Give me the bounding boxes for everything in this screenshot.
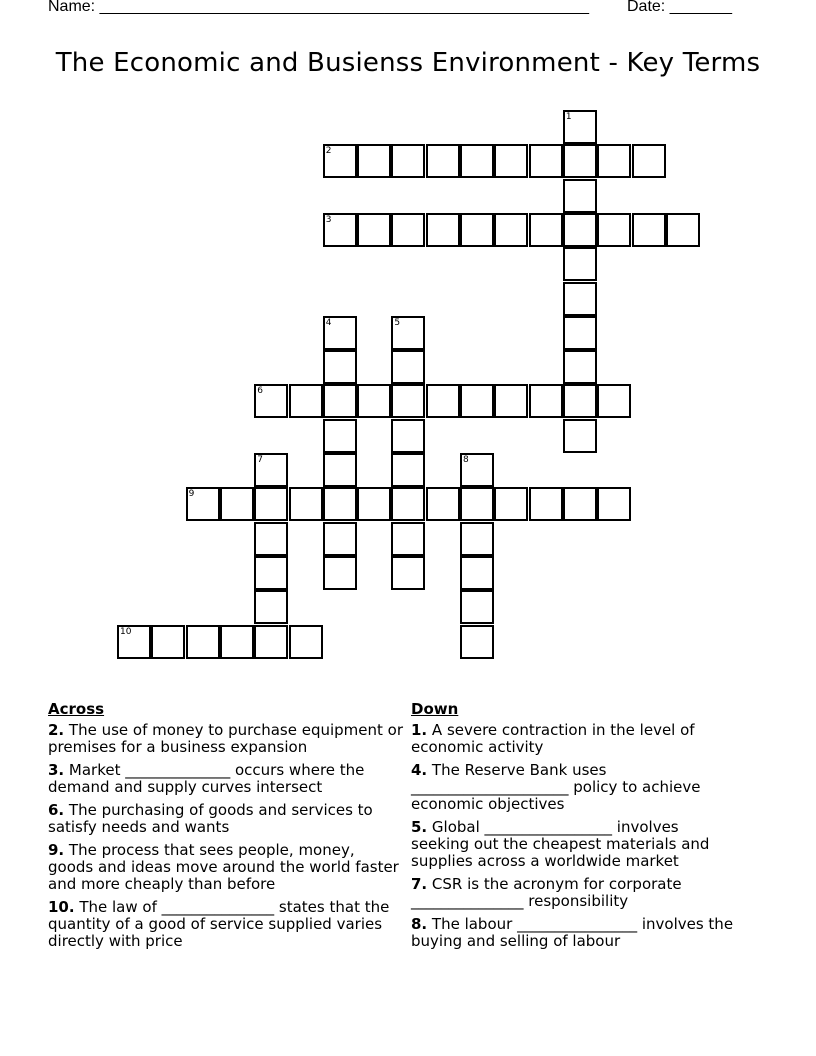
crossword-cell[interactable] [597, 384, 631, 418]
clue-number-label: 3. [48, 761, 65, 779]
crossword-cell[interactable] [426, 384, 460, 418]
clue-number: 5 [394, 317, 401, 328]
clue-number-label: 4. [411, 761, 428, 779]
crossword-cell[interactable] [529, 487, 563, 521]
crossword-cell[interactable] [494, 213, 528, 247]
crossword-cell[interactable] [391, 316, 425, 350]
crossword-cell[interactable] [563, 350, 597, 384]
crossword-cell[interactable] [563, 282, 597, 316]
crossword-cell[interactable] [117, 625, 151, 659]
clue-number: 4 [325, 317, 332, 328]
crossword-cell[interactable] [357, 213, 391, 247]
clue-text: A severe contraction in the level of economic activity [411, 721, 695, 756]
crossword-cell[interactable] [391, 213, 425, 247]
crossword-cell[interactable] [323, 213, 357, 247]
crossword-cell[interactable] [254, 487, 288, 521]
down-clue [411, 916, 741, 950]
crossword-cell[interactable] [460, 144, 494, 178]
down-clue [411, 876, 741, 910]
crossword-cell[interactable] [460, 487, 494, 521]
crossword-cell[interactable] [494, 144, 528, 178]
clue-text: CSR is the acronym for corporate _______________ responsibility [411, 875, 682, 910]
crossword-cell[interactable] [426, 144, 460, 178]
crossword-cell[interactable] [186, 625, 220, 659]
clue-number: 10 [120, 626, 132, 637]
clue-number-label: 9. [48, 841, 65, 859]
crossword-cell[interactable] [357, 384, 391, 418]
crossword-cell[interactable] [460, 213, 494, 247]
clue-number: 2 [325, 146, 332, 157]
crossword-cell[interactable] [426, 487, 460, 521]
crossword-cell[interactable] [563, 487, 597, 521]
across-clue [48, 722, 404, 756]
crossword-cell[interactable] [357, 487, 391, 521]
crossword-cell[interactable] [289, 625, 323, 659]
crossword-cell[interactable] [254, 556, 288, 590]
crossword-cell[interactable] [323, 522, 357, 556]
across-clues [48, 701, 404, 956]
crossword-cell[interactable] [391, 522, 425, 556]
crossword-cell[interactable] [632, 213, 666, 247]
crossword-cell[interactable] [460, 453, 494, 487]
crossword-cell[interactable] [529, 144, 563, 178]
crossword-cell[interactable] [391, 556, 425, 590]
crossword-cell[interactable] [391, 144, 425, 178]
down-heading: Down [411, 700, 459, 718]
crossword-cell[interactable] [254, 590, 288, 624]
crossword-cell[interactable] [391, 419, 425, 453]
crossword-cell[interactable] [494, 384, 528, 418]
clue-text: The labour ________________ involves the buying and selling of labour [411, 915, 734, 950]
clue-number-label: 1. [411, 721, 428, 739]
crossword-cell[interactable] [563, 179, 597, 213]
clue-text: Global _________________ involves seeking out the cheapest materials and supplies across a worldwide market [411, 818, 710, 870]
clue-number: 3 [325, 214, 332, 225]
clue-number: 8 [463, 455, 469, 465]
crossword-cell[interactable] [563, 110, 597, 144]
clue-text: The process that sees people, money, goods and ideas move around the world faster and more cheaply than before [48, 841, 399, 893]
crossword-cell[interactable] [323, 419, 357, 453]
crossword-cell[interactable] [460, 522, 494, 556]
crossword-cell[interactable] [632, 144, 666, 178]
down-clue [411, 762, 741, 813]
crossword-cell[interactable] [289, 487, 323, 521]
crossword-cell[interactable] [597, 144, 631, 178]
crossword-cell[interactable] [563, 316, 597, 350]
clue-number: 9 [188, 489, 195, 500]
across-clue-list [48, 722, 404, 950]
crossword-cell[interactable] [254, 453, 288, 487]
crossword-cell[interactable] [357, 144, 391, 178]
crossword-cell[interactable] [186, 487, 220, 521]
across-clue [48, 802, 404, 836]
clue-number-label: 5. [411, 818, 428, 836]
down-clue-list [411, 722, 741, 950]
crossword-cell[interactable] [289, 384, 323, 418]
clue-number: 6 [257, 386, 263, 397]
crossword-cell[interactable] [460, 590, 494, 624]
down-clue [411, 819, 741, 870]
clue-text: The purchasing of goods and services to satisfy needs and wants [48, 801, 373, 836]
crossword-cell[interactable] [391, 384, 425, 418]
clue-number-label: 8. [411, 915, 428, 933]
down-clues [411, 701, 741, 956]
crossword-cell[interactable] [563, 213, 597, 247]
crossword-cell[interactable] [391, 487, 425, 521]
crossword-cell[interactable] [391, 350, 425, 384]
crossword-cell[interactable] [563, 419, 597, 453]
crossword-cell[interactable] [597, 213, 631, 247]
clue-number-label: 6. [48, 801, 65, 819]
date-field-line: Date: _______ [627, 0, 732, 15]
crossword-cell[interactable] [426, 213, 460, 247]
crossword-cell[interactable] [220, 487, 254, 521]
clue-number: 1 [565, 112, 572, 122]
across-heading: Across [48, 700, 105, 718]
crossword-cell[interactable] [529, 213, 563, 247]
across-clue [48, 842, 404, 893]
clue-number-label: 2. [48, 721, 65, 739]
across-clue [48, 899, 404, 950]
crossword-cell[interactable] [460, 625, 494, 659]
clue-number: 7 [257, 455, 263, 465]
crossword-cell[interactable] [460, 384, 494, 418]
crossword-cell[interactable] [323, 453, 357, 487]
crossword-cell[interactable] [254, 384, 288, 418]
crossword-cell[interactable] [563, 247, 597, 281]
across-clue [48, 762, 404, 796]
crossword-cell[interactable] [460, 556, 494, 590]
clue-text: The use of money to purchase equipment or premises for a business expansion [48, 721, 404, 756]
crossword-cell[interactable] [323, 144, 357, 178]
page-title: The Economic and Busienss Environment - Key Terms [55, 48, 761, 78]
crossword-cell[interactable] [563, 384, 597, 418]
crossword-cell[interactable] [323, 487, 357, 521]
clue-number-label: 7. [411, 875, 428, 893]
clue-text: The Reserve Bank uses _____________________ policy to achieve economic objectives [411, 761, 701, 813]
crossword-cell[interactable] [323, 384, 357, 418]
crossword-cell[interactable] [529, 384, 563, 418]
crossword-cell[interactable] [323, 316, 357, 350]
crossword-cell[interactable] [563, 144, 597, 178]
clue-text: The law of _______________ states that the quantity of a good of service supplied varies directly with price [48, 898, 390, 950]
crossword-cell[interactable] [323, 556, 357, 590]
crossword-cell[interactable] [220, 625, 254, 659]
crossword-cell[interactable] [494, 487, 528, 521]
name-field-line: Name: _______________________________________________________ [48, 0, 589, 15]
crossword-cell[interactable] [254, 522, 288, 556]
down-clue [411, 722, 741, 756]
crossword-cell[interactable] [666, 213, 700, 247]
crossword-cell[interactable] [323, 350, 357, 384]
clue-text: Market ______________ occurs where the demand and supply curves intersect [48, 761, 365, 796]
crossword-cell[interactable] [254, 625, 288, 659]
clue-number-label: 10. [48, 898, 75, 916]
crossword-cell[interactable] [151, 625, 185, 659]
crossword-cell[interactable] [597, 487, 631, 521]
crossword-cell[interactable] [391, 453, 425, 487]
